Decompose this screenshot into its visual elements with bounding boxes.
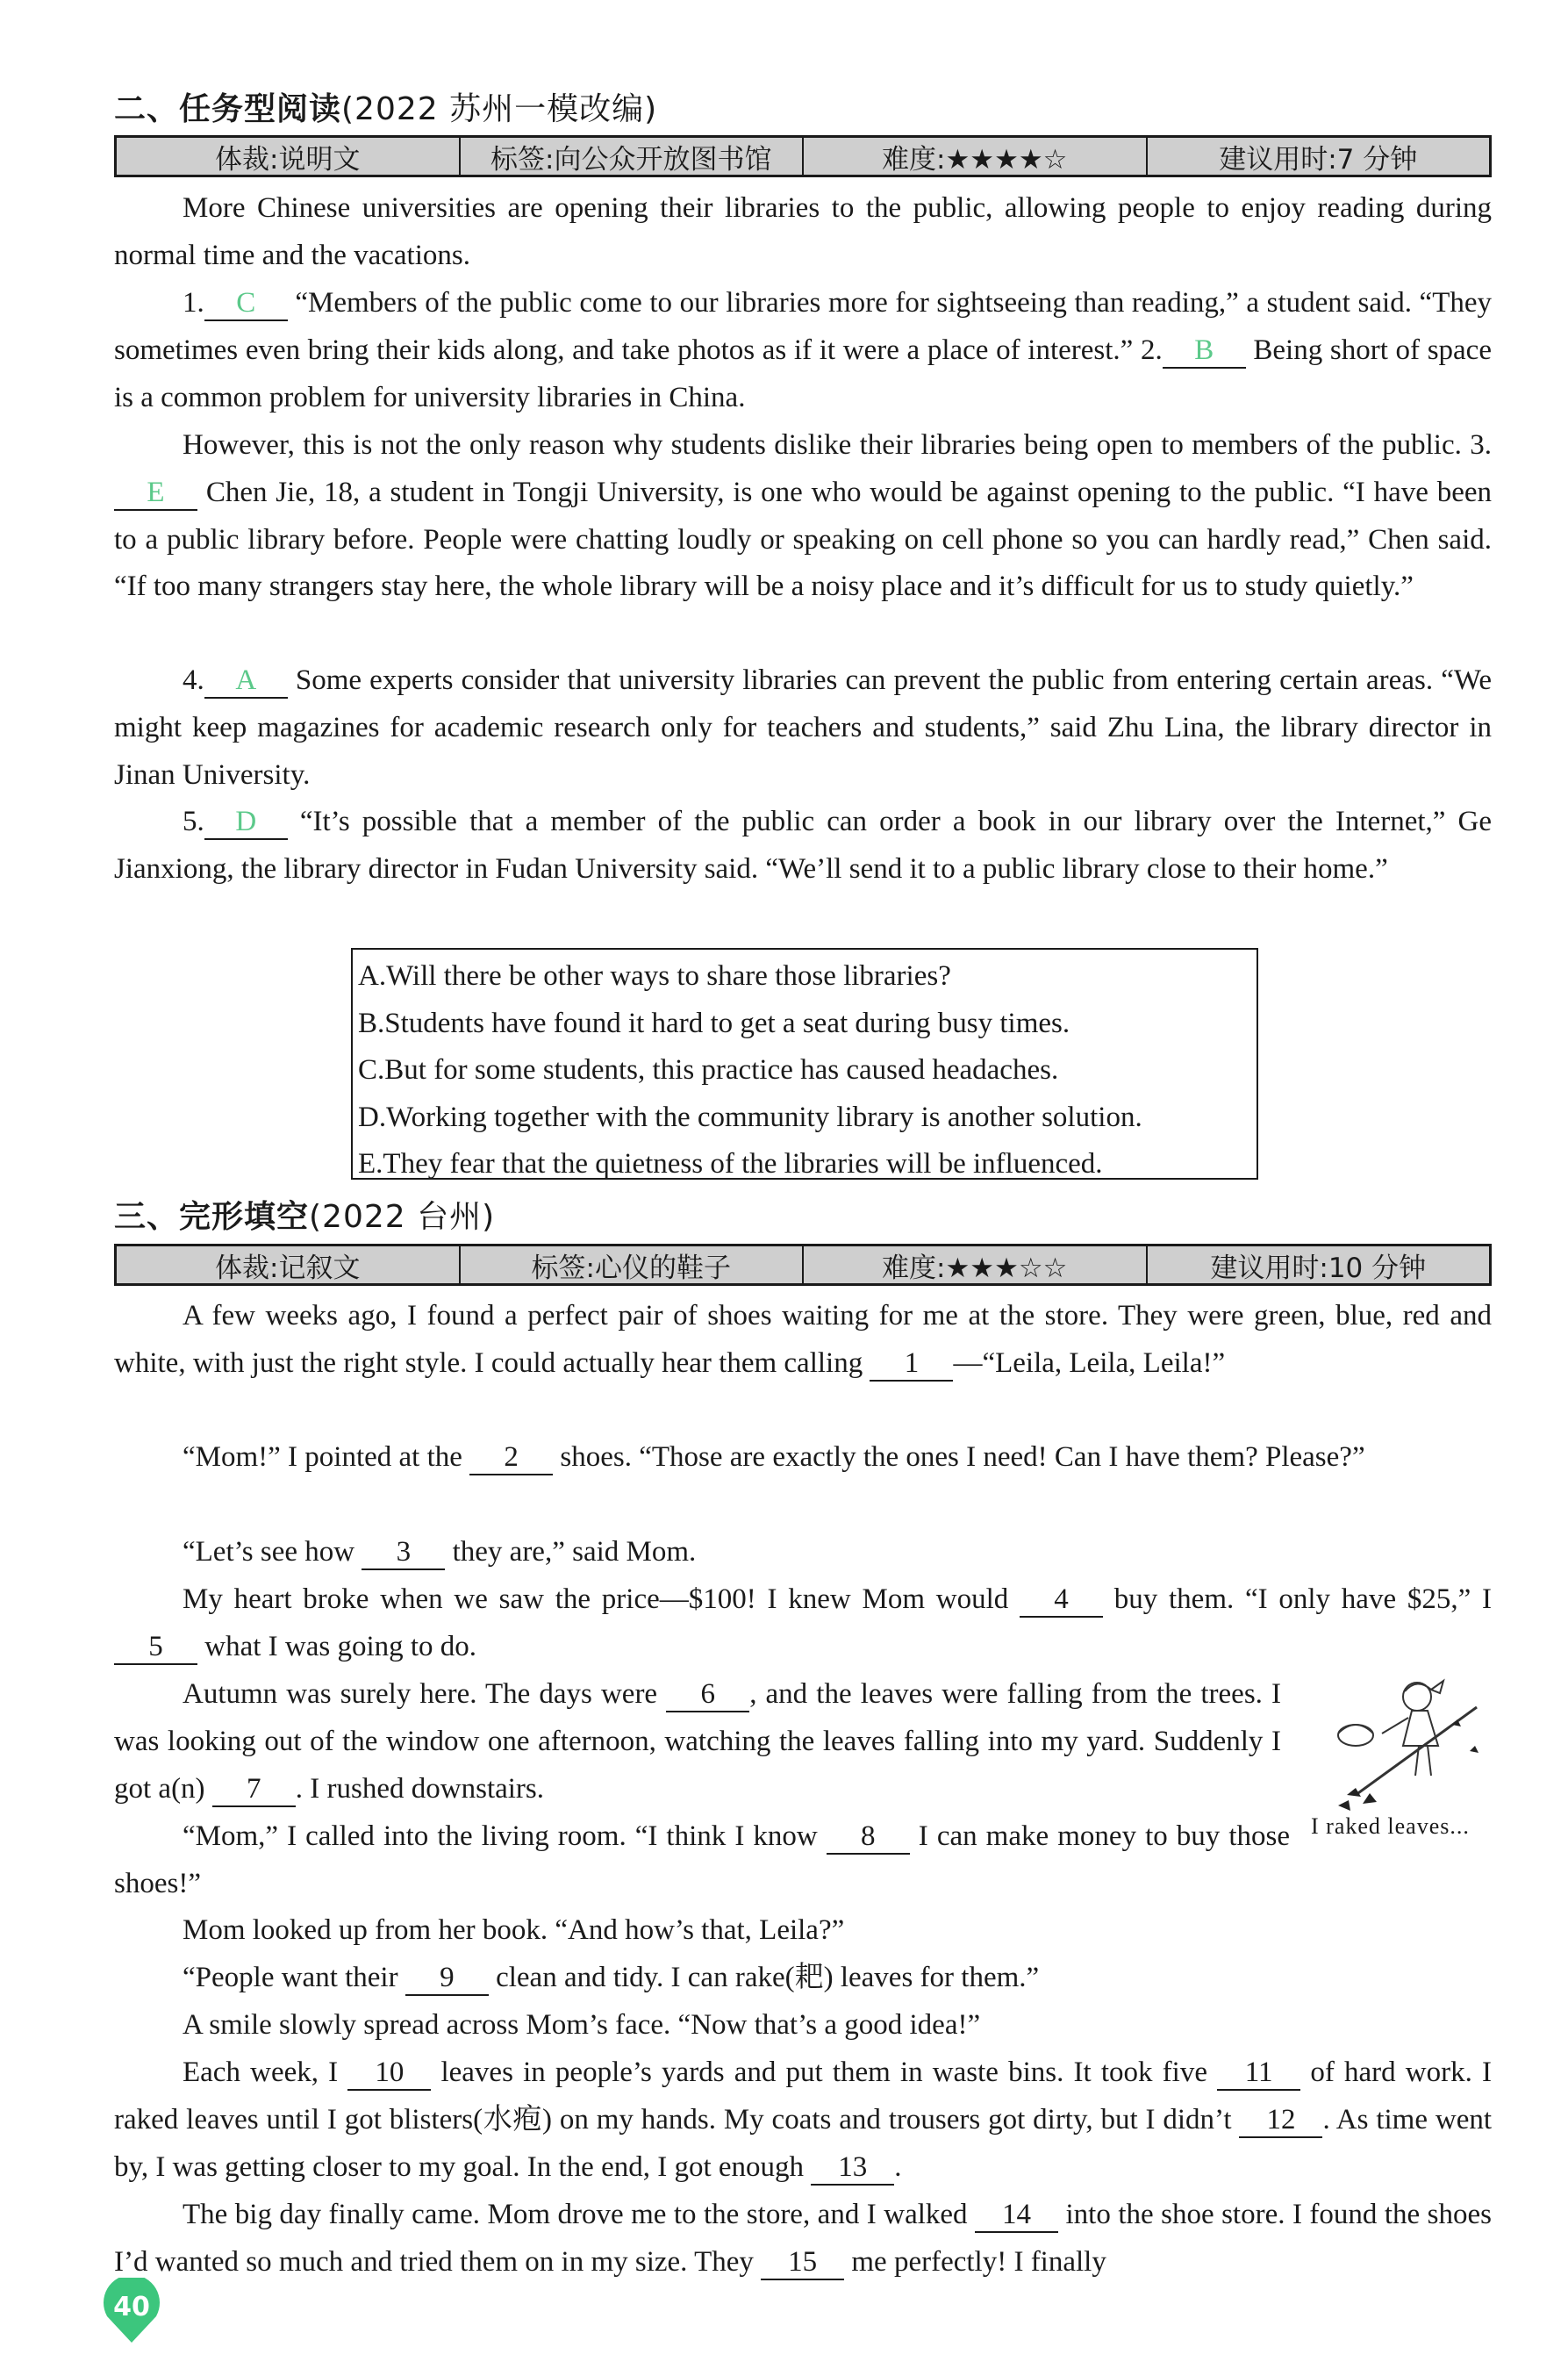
s3-p3-text-1: “Let’s see how [183,1536,362,1568]
answer-blank-3[interactable]: E [114,476,197,511]
s3-p4-text-2: buy them. “I only have $25,” I [1103,1583,1492,1615]
blank-5[interactable]: 5 [114,1630,197,1665]
s2-p2-text-2: Being short of space is a common problem for university libraries in China. [114,334,1492,413]
section2-info-bar [114,135,1492,177]
tag-cell: 标签:心仪的鞋子 [461,1246,805,1283]
s3-paragraph-11 [114,2192,1492,2286]
s2-paragraph-2 [114,280,1492,421]
s3-p10-text-2: leaves in people’s yards and put them in waste bins. It took five [431,2057,1218,2088]
s3-paragraph-10 [114,2049,1492,2191]
s3-paragraph-1 [114,1293,1492,1388]
blank-7[interactable]: 7 [212,1772,296,1807]
leaf-5 [1470,1746,1479,1753]
s3-p11-text-1: The big day finally came. Mom drove me to the store, and I walked [183,2199,976,2230]
s3-p3-text-2: they are,” said Mom. [445,1536,697,1568]
s3-p6-text-1: “Mom,” I called into the living room. “I think I know [183,1820,827,1852]
s2-paragraph-5 [114,799,1492,894]
q4-number: 4. [183,664,204,696]
q1-number: 1. [183,287,204,319]
difficulty-cell: 难度:★★★☆☆ [804,1246,1148,1283]
s3-p8-text-1: “People want their [183,1962,405,1993]
s3-p11-text-2: into the shoe store. I found the shoes I’d wanted so much and tried them on in my size. They [114,2199,1492,2278]
section3-title-text: 三、完形填空 [114,1199,310,1235]
blank-13[interactable]: 13 [811,2150,894,2186]
rake-handle [1356,1707,1477,1795]
tag-cell: 标签:向公众开放图书馆 [461,138,805,175]
girl-raking-illustration [1321,1672,1496,1821]
s3-paragraph-6 [114,1813,1290,1908]
s3-paragraph-7: Mom looked up from her book. “And how’s that, Leila?” [183,1914,845,1946]
s3-p8-text-2: clean and tidy. I can rake(耙) leaves for them.” [488,1962,1040,1993]
s2-p3-text-2: Chen Jie, 18, a student in Tongji University, is one who would be against opening to the public. “I have been to a public library before. People were chatting loudly or speaking on cell phone so you can hardly read,” Chen said. “If too many strangers stay here, the whole library will be a noisy place and it’s difficult for us to study quietly.” [114,476,1492,603]
time-cell: 建议用时:10 分钟 [1210,1252,1427,1284]
s2-paragraph-3 [114,422,1492,611]
blank-11[interactable]: 11 [1217,2056,1300,2091]
s3-p10-text-5: . [894,2150,902,2183]
leaf-2 [1363,1793,1377,1804]
page-number-badge [98,2278,165,2344]
answer-blank-4[interactable]: A [204,664,288,699]
section3-source: (2022 台州) [309,1199,496,1235]
section3-title [114,1192,495,1237]
s2-paragraph-1: More Chinese universities are opening their libraries to the public, allowing people to enjoy reading during normal time and the vacations. [114,192,1492,271]
answer-blank-5[interactable]: D [204,805,288,840]
blank-12[interactable]: 12 [1239,2103,1322,2138]
section2-title [114,84,657,129]
hair-bow [1431,1681,1443,1693]
blank-6[interactable]: 6 [666,1677,749,1712]
s2-p2-text-1: “Members of the public come to our libraries more for sightseeing than reading,” a student said. “They sometimes even bring their kids along, and take photos as if it were a place of interest.” 2. [114,287,1492,366]
s3-p2-text-2: shoes. “Those are exactly the ones I need! Can I have them? Please?” [553,1441,1365,1473]
s3-p11-text-3: me perfectly! I finally [844,2245,1106,2278]
s3-paragraph-2 [114,1434,1492,1482]
s3-paragraph-4 [114,1576,1492,1671]
s3-p10-text-1: Each week, I [183,2057,348,2088]
s3-paragraph-9: A smile slowly spread across Mom’s face. “Now that’s a good idea!” [183,2009,981,2041]
s3-p6-text-2: I can make money to buy those shoes!” [114,1820,1290,1899]
section3-info-bar [114,1244,1492,1286]
blank-14[interactable]: 14 [975,2198,1058,2233]
genre-cell: 体裁:说明文 [117,138,461,175]
s2-paragraph-4 [114,657,1492,799]
answer-blank-1[interactable]: C [204,286,288,321]
blank-10[interactable]: 10 [347,2056,431,2091]
s2-p4-text: Some experts consider that university libraries can prevent the public from entering certain areas. “We might keep magazines for academic research only for teachers and students,” said Zhu Lina, the library director in Jinan University. [114,664,1492,791]
blank-4[interactable]: 4 [1020,1583,1103,1618]
page-number: 40 [113,2292,150,2322]
option-b: B.Students have found it hard to get a seat during busy times. [358,1007,1070,1039]
girl-arm [1382,1718,1408,1734]
girl-leg-right [1428,1746,1431,1776]
basket-handle [1338,1725,1373,1734]
s3-paragraph-8 [114,1955,1492,2002]
option-a: A.Will there be other ways to share those libraries? [358,960,951,992]
option-c: C.But for some students, this practice has caused headaches. [358,1054,1059,1086]
s3-p10-text-4: . As time went by, I was getting closer to my goal. In the end, I got enough [114,2103,1493,2183]
blank-15[interactable]: 15 [761,2245,844,2280]
basket [1338,1725,1373,1746]
time-cell: 建议用时:7 分钟 [1219,143,1418,176]
s3-paragraph-3 [114,1529,1492,1576]
q5-number: 5. [183,806,204,837]
s3-p4-text-1: My heart broke when we saw the price—$100! I knew Mom would [183,1583,1020,1615]
illustration-caption: I raked leaves... [1311,1813,1470,1839]
difficulty-cell: 难度:★★★★☆ [804,138,1148,175]
blank-1[interactable]: 1 [870,1346,953,1382]
s3-p4-text-3: what I was going to do. [197,1630,477,1662]
blank-2[interactable]: 2 [469,1440,553,1475]
section2-title-text: 二、任务型阅读 [114,91,342,127]
s2-p5-text: “It’s possible that a member of the public can order a book in our library over the Internet,” Ge Jianxiong, the library director in Fudan University said. “We’ll send it to a public library close to their home.” [114,806,1492,885]
s3-p5-text-3: . I rushed downstairs. [295,1772,545,1805]
genre-cell: 体裁:记叙文 [117,1246,461,1283]
s3-p5-text-1: Autumn was surely here. The days were [183,1678,667,1710]
answer-blank-2[interactable]: B [1163,334,1246,369]
s2-p3-text-1: However, this is not the only reason why students dislike their libraries being open to members of the public. 3. [183,429,1492,461]
blank-3[interactable]: 3 [362,1535,445,1570]
section2-source: (2022 苏州一模改编) [341,91,658,127]
options-box [351,948,1258,1180]
option-e: E.They fear that the quietness of the libraries will be influenced. [358,1148,1103,1180]
s3-p10-text-3: of hard work. I raked leaves until I got blisters(水疱) on my hands. My coats and trousers got dirty, but I didn’t [114,2057,1492,2136]
s3-p1-text-2: —“Leila, Leila, Leila!” [953,1346,1226,1379]
leaf-3 [1338,1800,1350,1811]
s3-p1-text-1: A few weeks ago, I found a perfect pair of shoes waiting for me at the store. They were green, blue, red and white, with just the right style. I could actually hear them calling [114,1300,1492,1379]
blank-8[interactable]: 8 [827,1820,910,1855]
s3-paragraph-5 [114,1671,1281,1813]
option-d: D.Working together with the community library is another solution. [358,1101,1142,1133]
blank-9[interactable]: 9 [405,1961,489,1996]
s3-p5-text-2: , and the leaves were falling from the trees. I was looking out of the window one afternoon, watching the leaves falling into my yard. Suddenly I got a(n) [114,1678,1281,1805]
s3-p2-text-1: “Mom!” I pointed at the [183,1441,470,1473]
